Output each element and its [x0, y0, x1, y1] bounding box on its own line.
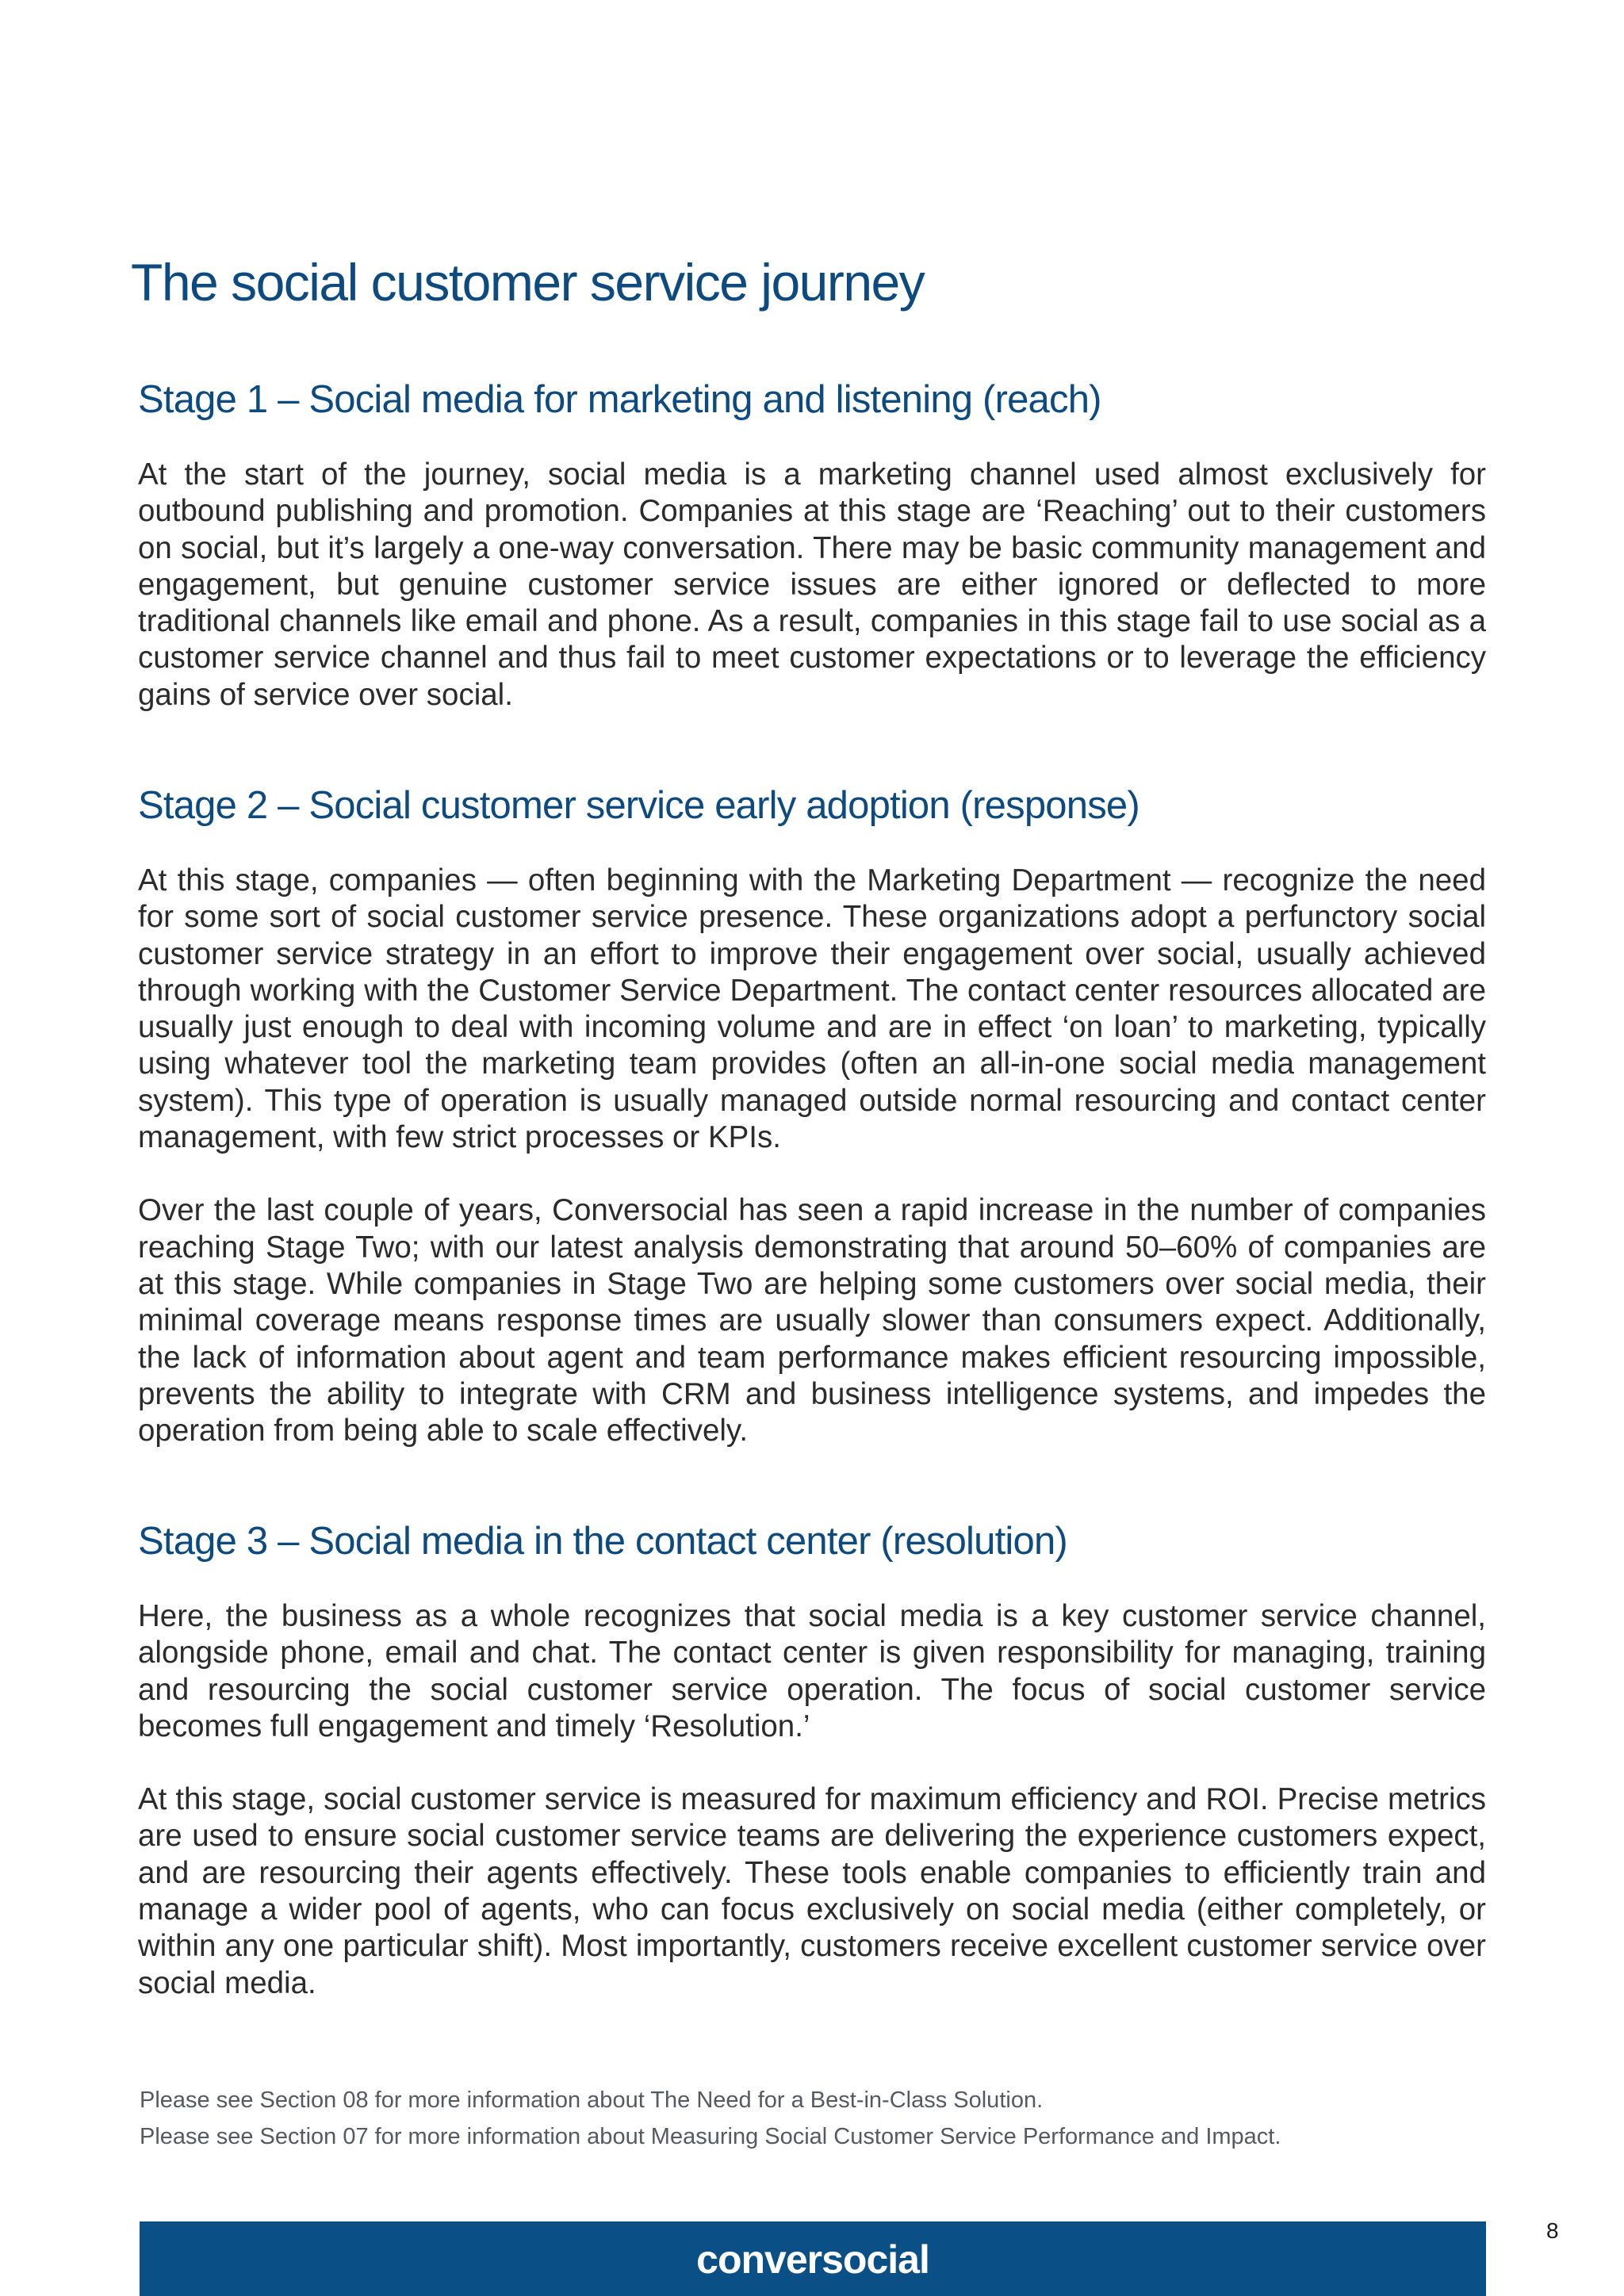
stage-2-paragraph-2: Over the last couple of years, Conversocial has seen a rapid increase in the number of companies reaching Stage Two; with our latest analysis demonstrating that around 50–60% of companies are at this stage. While companies in Stage Two are helping some customers over social media, their minimal coverage means response times are usually slower than consumers expect. Additionally, the lack of information about agent and team performance makes efficient resourcing impossible, prevents the ability to integrate with CRM and business intelligence systems, and impedes the operation from being able to scale effectively. [138, 1193, 1486, 1448]
stage-1-heading: Stage 1 – Social media for marketing and listening (reach) [138, 378, 1101, 421]
footer-bar [140, 2221, 1486, 2296]
stage-2-paragraph-1: At this stage, companies — often beginning with the Marketing Department — recognize the need for some sort of social customer service presence. These organizations adopt a perfunctory social customer service strategy in an effort to improve their engagement over social, usually achieved through working with the Customer Service Department. The contact center resources allocated are usually just enough to deal with incoming volume and are in effect ‘on loan’ to marketing, typically using whatever tool the marketing team provides (often an all-in-one social media management system). This type of operation is usually managed outside normal resourcing and contact center management, with few strict processes or KPIs. [138, 863, 1486, 1155]
footnote-section-07: Please see Section 07 for more information about Measuring Social Customer Service Performance and Impact. [140, 2124, 1281, 2149]
stage-2-heading: Stage 2 – Social customer service early adoption (response) [138, 784, 1139, 827]
stage-3-heading: Stage 3 – Social media in the contact center (resolution) [138, 1520, 1067, 1563]
stage-3-paragraph-2: At this stage, social customer service is measured for maximum efficiency and ROI. Precise metrics are used to ensure social customer service teams are delivering the experience customers expect, and are resourcing their agents effectively. These tools enable companies to efficiently train and manage a wider pool of agents, who can focus exclusively on social media (either completely, or within any one particular shift). Most importantly, customers receive excellent customer service over social media. [138, 1782, 1486, 2000]
stage-1-section [138, 376, 1486, 714]
page-number: 8 [1546, 2218, 1559, 2243]
stage-2-section [138, 782, 1486, 1449]
page-title: The social customer service journey [131, 253, 925, 312]
stage-3-paragraph-1: Here, the business as a whole recognizes that social media is a key customer service channel, alongside phone, email and chat. The contact center is given responsibility for managing, training and resourcing the social customer service operation. The focus of social customer service becomes full engagement and timely ‘Resolution.’ [138, 1599, 1486, 1743]
stage-1-paragraph: At the start of the journey, social media is a marketing channel used almost exclusively for outbound publishing and promotion. Companies at this stage are ‘Reaching’ out to their customers on social, but it’s largely a one-way conversation. There may be basic community management and engagement, but genuine customer service issues are either ignored or deflected to more traditional channels like email and phone. As a result, companies in this stage fail to use social as a customer service channel and thus fail to meet customer expectations or to leverage the efficiency gains of service over social. [138, 457, 1486, 712]
footnotes [140, 2082, 1488, 2155]
stage-3-section [138, 1517, 1486, 2002]
conversocial-logo: conversocial [696, 2237, 929, 2282]
footnote-section-08: Please see Section 08 for more information about The Need for a Best-in-Class Solution. [140, 2087, 1044, 2113]
